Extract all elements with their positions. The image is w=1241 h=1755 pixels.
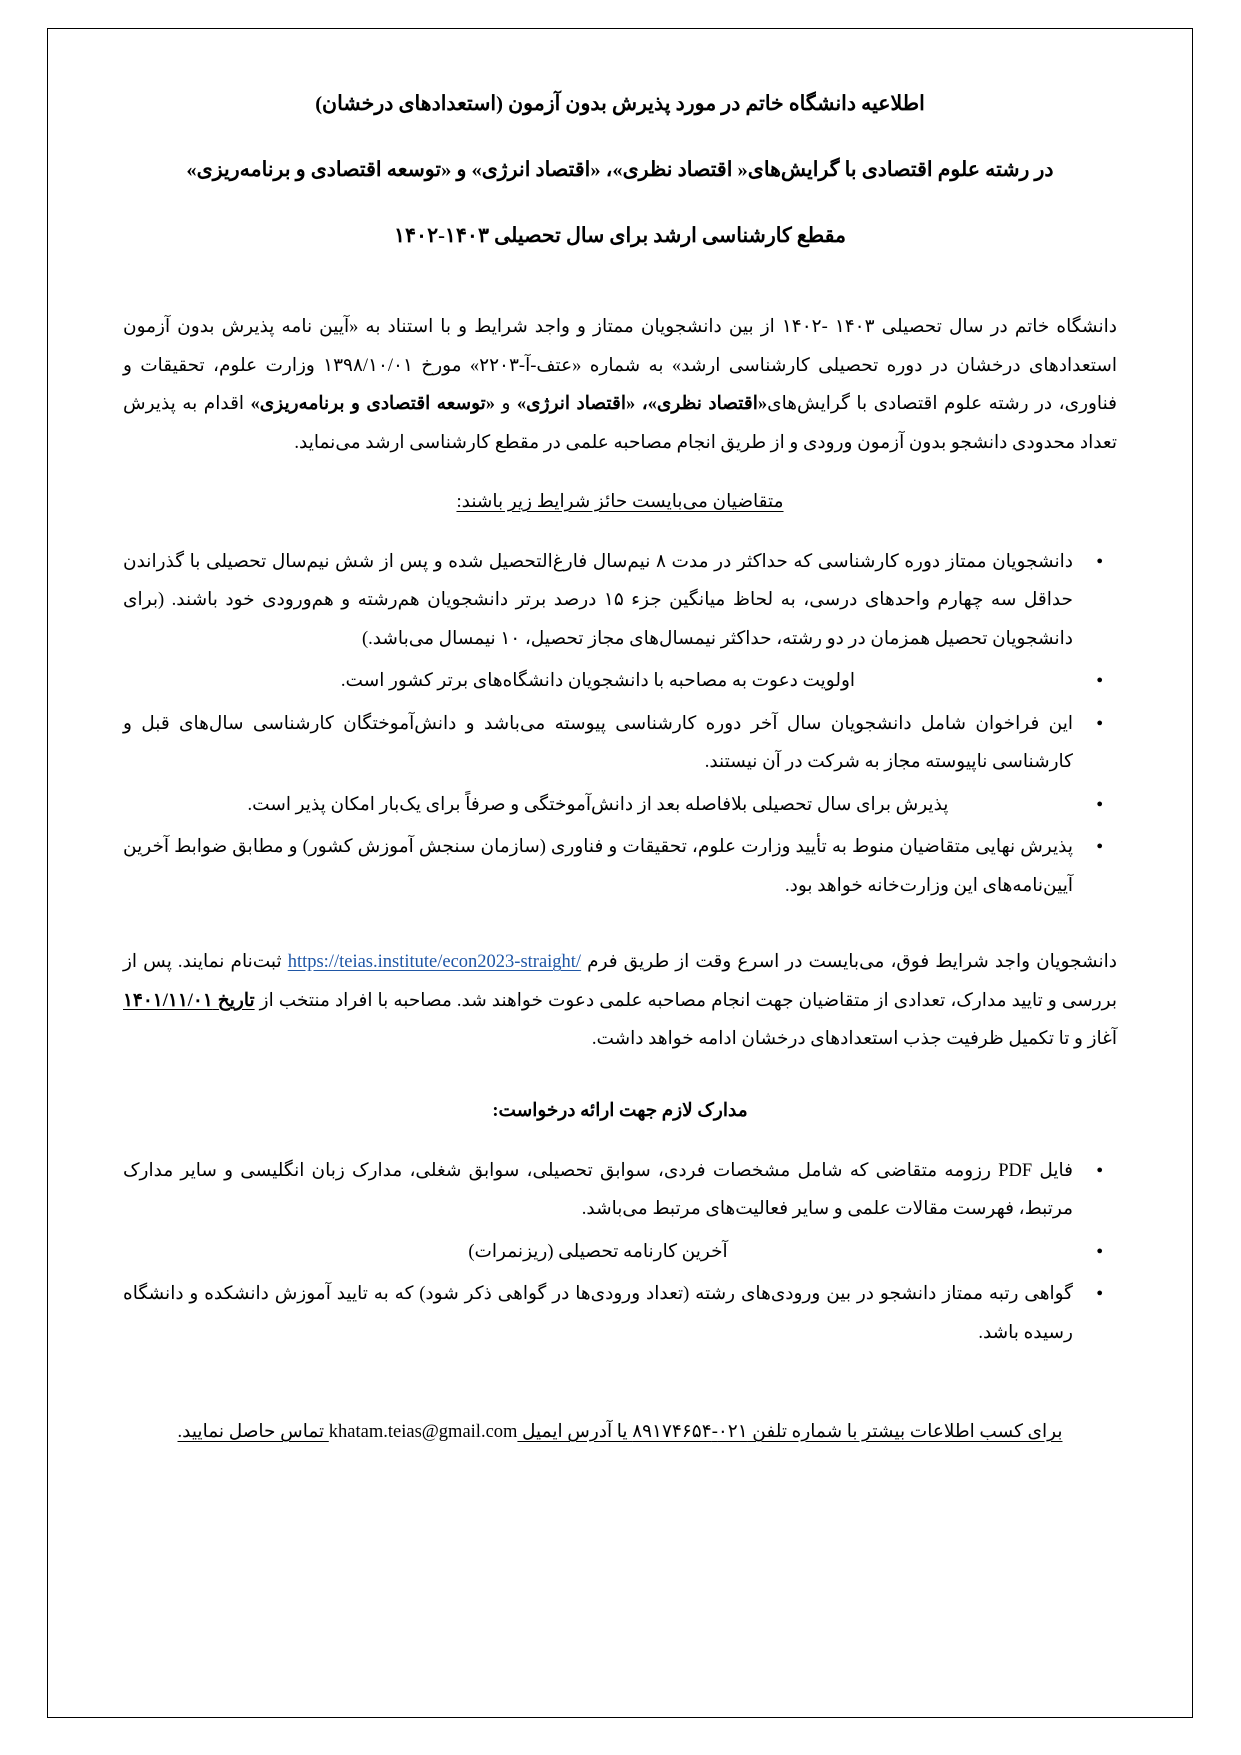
contact-footer [123,1414,1117,1451]
spacer [123,521,1117,543]
spacer [123,250,1117,308]
conditions-list [123,543,1117,905]
list-item: ● اولویت دعوت به مصاحبه با دانشجویان دانشگاه‌های برتر کشور است. [123,662,1117,700]
interview-date-label: تاریخ [212,990,255,1011]
intro-bold-majors-2: «توسعه اقتصادی و برنامه‌ریزی» [250,394,496,415]
title-line-2: در رشته علوم اقتصادی با گرایش‌های« اقتصاد نظری»، «اقتصاد انرژی» و «توسعه اقتصادی و برنامه‌ریزی» [186,159,1054,182]
list-item: ● پذیرش نهایی متقاضیان منوط به تأیید وزارت علوم، تحقیقات و فناوری (سازمان سنجش آموزش کشور) و مطابق ضوابط آخرین آیین‌نامه‌های این وزارت‌خانه خواهد بود. [123,828,1117,905]
registration-text-tail: آغاز و تا تکمیل ظرفیت جذب استعدادهای درخشان ادامه خواهد داشت. [591,1029,1117,1050]
spacer [123,462,1117,484]
spacer [123,1130,1117,1152]
intro-text-part-1: دانشگاه خاتم در سال تحصیلی ۱۴۰۳ -۱۴۰۲ از بین دانشجویان ممتاز و واجد شرایط و با استناد به «آیین نامه پذیرش بدون آزمون استعدادهای درخشان در دوره تحصیلی کارشناسی ارشد» به شماره «عتف-آ-۲۲۰۳» مورخ ۱۳۹۸/۱۰/۰۱ وزارت علوم، تحقیقات و فناوری، در رشته علوم اقتصادی با گرایش‌های [123,317,1118,415]
interview-date-value: ۱۴۰۱/۱۱/۰۱ [123,990,213,1011]
contact-text-after-email: تماس حاصل نمایید. [177,1421,329,1442]
conditions-heading: متقاضیان می‌بایست حائز شرایط زیر باشند: [456,492,784,513]
document-body [48,29,1192,1717]
intro-bold-majors-1: «اقتصاد نظری»، «اقتصاد انرژی» [516,394,768,415]
list-item: ● پذیرش برای سال تحصیلی بلافاصله بعد از دانش‌آموختگی و صرفاً برای یک‌بار امکان پذیر است. [123,786,1117,824]
title-line-3: مقطع کارشناسی ارشد برای سال تحصیلی ۱۴۰۳-۱۴۰۲ [394,225,846,248]
page-border-frame [47,28,1193,1718]
list-item: ● آخرین کارنامه تحصیلی (ریزنمرات) [123,1233,1117,1271]
registration-text-after-link: ثبت‌نام نمایند. پس از بررسی و تایید مدارک، تعدادی از متقاضیان جهت انجام مصاحبه علمی دعوت خواهند شد. مصاحبه با افراد منتخب از [123,952,1117,1011]
intro-paragraph [123,308,1117,462]
list-item: ● گواهی رتبه ممتاز دانشجو در بین ورودی‌های رشته (تعداد ورودی‌ها در گواهی ذکر شود) که به تایید آموزش دانشکده و دانشگاه رسیده باشد. [123,1275,1117,1352]
intro-text-part-3: اقدام به پذیرش تعداد محدودی دانشجو بدون آزمون ورودی و از طریق انجام مصاحبه علمی در مقطع کارشناسی ارشد می‌نماید. [123,394,1117,453]
registration-form-link[interactable]: https://teias.institute/econ2023-straight/ [287,952,582,973]
spacer [123,1356,1117,1414]
announcement-title-block [123,91,1117,250]
registration-text-before-link: دانشجویان واجد شرایط فوق، می‌بایست در اسرع وقت از طریق فرم [581,952,1117,973]
spacer [123,1059,1117,1093]
list-item: ● این فراخوان شامل دانشجویان سال آخر دوره کارشناسی پیوسته می‌باشد و دانش‌آموختگان کارشناسی سال‌های قبل و کارشناسی ناپیوسته مجاز به شرکت در آن نیستند. [123,705,1117,782]
documents-list [123,1152,1117,1352]
contact-email[interactable]: khatam.teias@gmail.com [328,1421,518,1442]
contact-text-before-email: برای کسب اطلاعات بیشتر با شماره تلفن ۰۲۱-۸۹۱۷۴۶۵۴ یا آدرس ایمیل [517,1421,1063,1442]
list-item: ● فایل PDF رزومه متقاضی که شامل مشخصات فردی، سوابق تحصیلی، سوابق شغلی، مدارک زبان انگلیسی و سایر مدارک مرتبط، فهرست مقالات علمی و سایر فعالیت‌های مرتبط می‌باشد. [123,1152,1117,1229]
registration-paragraph [123,943,1117,1058]
title-line-1: اطلاعیه دانشگاه خاتم در مورد پذیرش بدون آزمون (استعدادهای درخشان) [315,93,925,115]
documents-heading: مدارک لازم جهت ارائه درخواست: [492,1100,748,1121]
list-item: ● دانشجویان ممتاز دوره کارشناسی که حداکثر در مدت ۸ نیم‌سال فارغ‌التحصیل شده و پس از شش نیم‌سال تحصیلی با گذراندن حداقل سه چهارم واحدهای درسی، به لحاظ میانگین جزء ۱۵ درصد برتر دانشجویان هم‌رشته و هم‌ورودی خود باشند. (برای دانشجویان تحصیل همزمان در دو رشته، حداکثر نیمسال‌های مجاز تحصیل، ۱۰ نیمسال می‌باشد.) [123,543,1117,658]
intro-text-part-2: و [495,394,517,415]
spacer [123,909,1117,943]
